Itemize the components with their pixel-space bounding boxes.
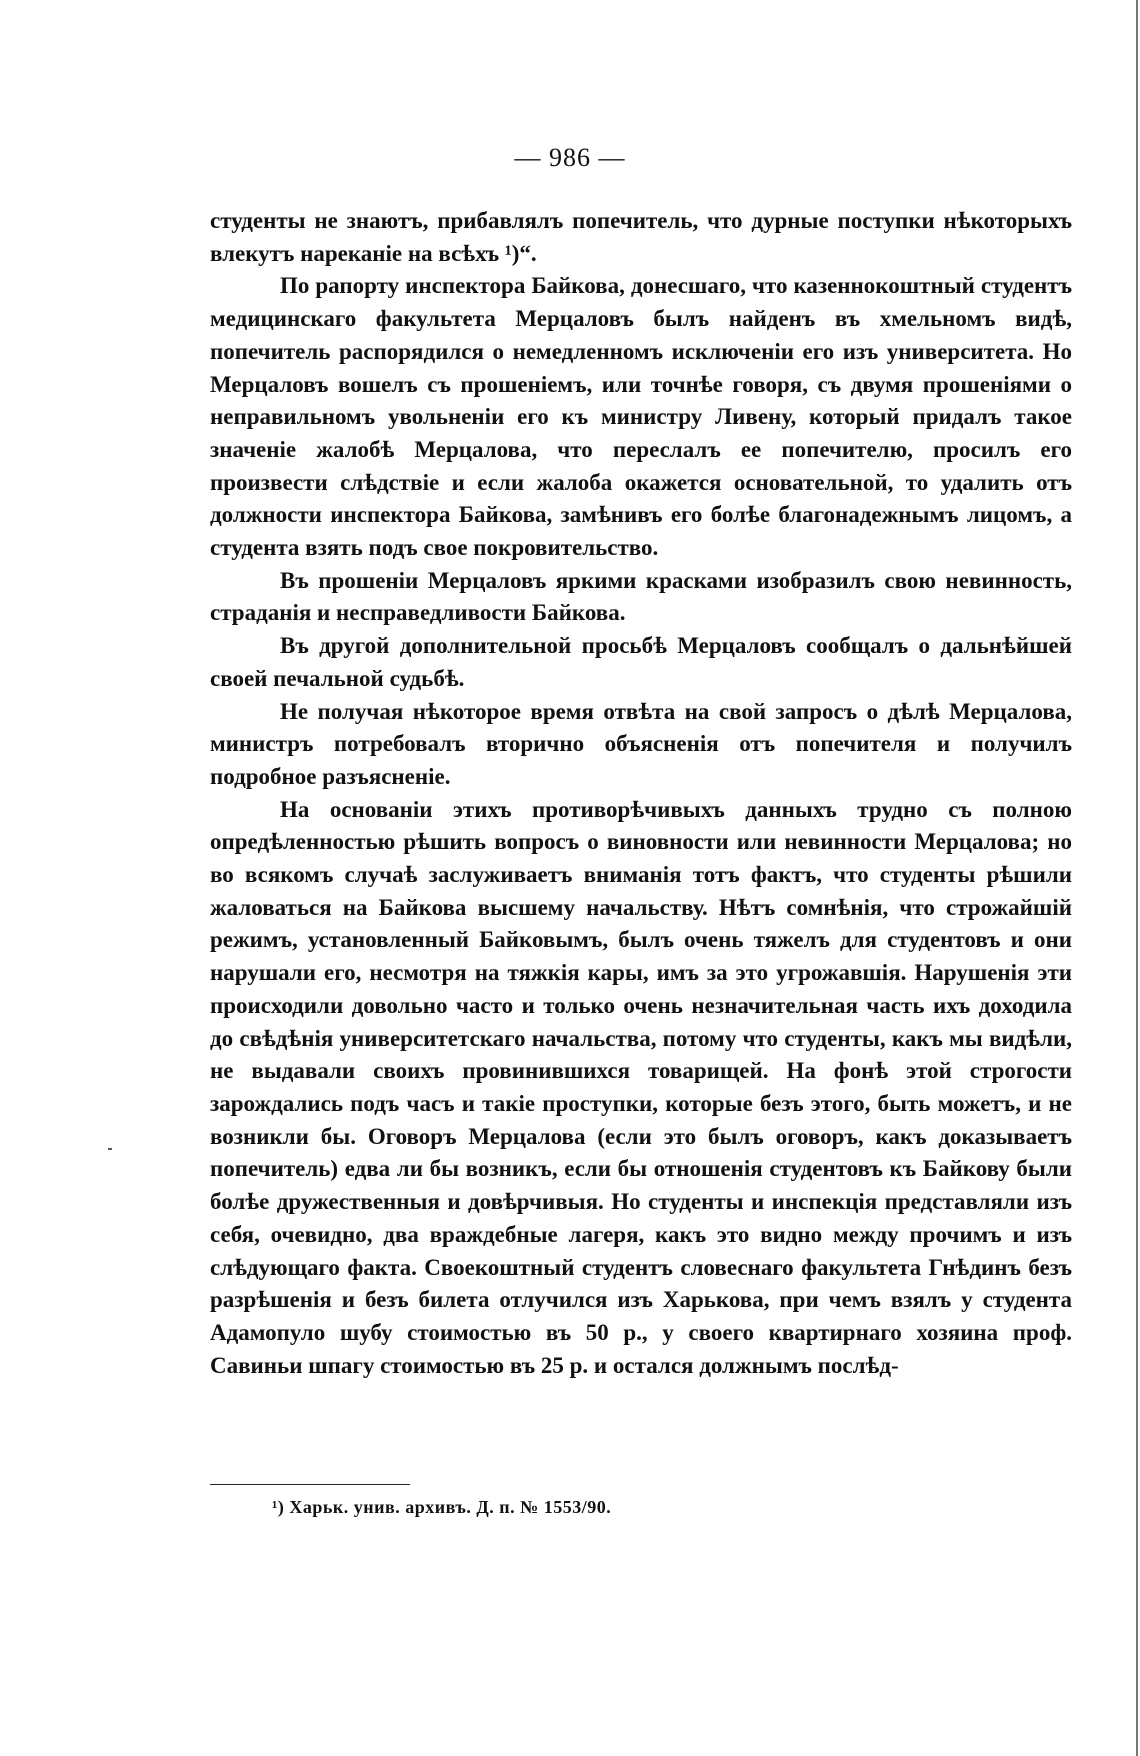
paragraph: На основаніи этихъ противорѣчивыхъ данныхъ трудно съ полною опредѣленностью рѣшить вопросъ о виновности или невинности Мерцалова; но во всякомъ случаѣ заслуживаетъ вниманія тотъ фактъ, что студенты рѣшили жаловаться на Байкова высшему начальству. Нѣтъ сомнѣнія, что строжайшій режимъ, установленный Байковымъ, былъ очень тяжелъ для студентовъ и они нарушали его, несмотря на тяжкія кары, имъ за это угрожавшія. Нарушенія эти происходили довольно часто и только очень незначительная часть ихъ доходила до свѣдѣнія университетскаго начальства, потому что студенты, какъ мы видѣли, не выдавали своихъ провинившихся товарищей. На фонѣ этой строгости зарождались подъ часъ и такіе проступки, которые безъ этого, быть можетъ, и не возникли бы. Оговоръ Мерцалова (если это былъ оговоръ, какъ доказываетъ попечитель) едва ли бы возникъ, если бы отношенія студентовъ къ Байкову были болѣе дружественныя и довѣрчивыя. Но студенты и инспекція представляли изъ себя, очевидно, два враждебные лагеря, какъ это видно между прочимъ и изъ слѣдующаго факта. Своекоштный студентъ словеснаго факультета Гнѣдинъ безъ разрѣшенія и безъ билета отлучился изъ Харькова, при чемъ взялъ у студента Адамопуло шубу стоимостью въ 50 р., у своего квартирнаго хозяина проф. Савиньи шпагу стоимостью въ 25 р. и остался должнымъ послѣд- xyxy=(210,796,1072,1378)
paragraph: студенты не знаютъ, прибавлялъ попечитель, что дурные поступки нѣкоторыхъ влекутъ нареканіе на всѣхъ ¹)“. xyxy=(210,208,1072,266)
footnote-marker: ¹) xyxy=(272,1497,285,1517)
paragraph: По рапорту инспектора Байкова, донесшаго, что казеннокоштный студентъ медицинскаго факультета Мерцаловъ былъ найденъ въ хмельномъ видѣ, попечитель распорядился о немедленномъ исключеніи его изъ университета. Но Мерцаловъ вошелъ съ прошеніемъ, или точнѣе говоря, съ двумя прошеніями о неправильномъ увольненіи его къ министру Ливену, который придалъ такое значеніе жалобѣ Мерцалова, что переслалъ ее попечителю, просилъ его произвести слѣдствіе и если жалоба окажется основательной, то удалить отъ должности инспектора Байкова, замѣнивъ его болѣе благонадежнымъ лицомъ, а студента взять подъ свое покровительство. xyxy=(210,273,1072,561)
binding-edge xyxy=(1136,0,1138,1756)
footnote-divider xyxy=(210,1484,410,1485)
paragraph: Въ прошеніи Мерцаловъ яркими красками изобразилъ свою невинность, страданія и несправедливости Байкова. xyxy=(210,567,1072,626)
paragraph: Не получая нѣкоторое время отвѣта на свой запросъ о дѣлѣ Мерцалова, министръ потребовалъ вторично объясненія отъ попечителя и получилъ подробное разъясненіе. xyxy=(210,698,1072,789)
body-text xyxy=(210,205,1072,1382)
page-number: — 986 — xyxy=(514,143,626,172)
paragraph: Въ другой дополнительной просьбѣ Мерцаловъ сообщалъ о дальнѣйшей своей печальной судьбѣ. xyxy=(210,633,1072,691)
footnote-text: Харьк. унив. архивъ. Д. п. № 1553/90. xyxy=(289,1497,612,1517)
footnote xyxy=(272,1497,611,1518)
margin-mark xyxy=(108,1148,112,1150)
